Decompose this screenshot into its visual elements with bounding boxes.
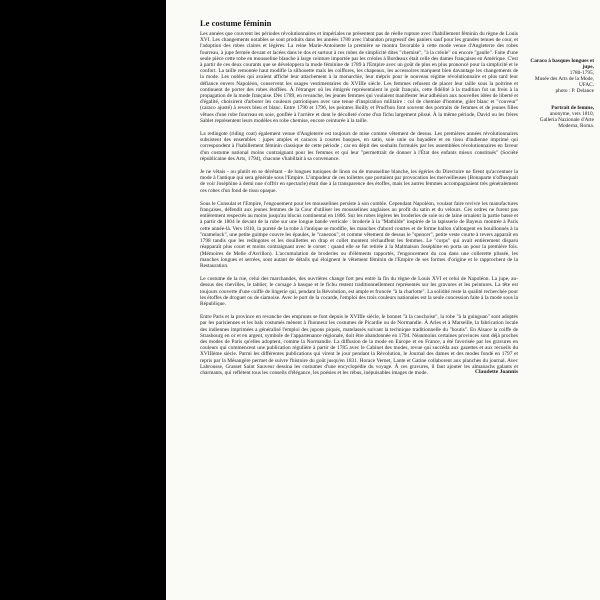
figure-caption — [524, 58, 594, 95]
caption-line: photo : P. Delance — [555, 88, 594, 95]
article-paragraph: Les années que couvrent les périodes révolutionnaires et impériales ne présentent pas de réelle rupture avec l'habillement féminin du règne de Louis XVI. Les changements notables se sont produits dans les années 1780 avec l'abandon progressif des paniers sauf pour les grandes tenues de cour, et l'adoption des robes claires et légères. La reine Marie-Antoinette la première se montra favorable à cette mode venue d'Angleterre des robes fourreau, à jupe fermée devant et lacées dans le dos et surtout à ces robes de simplicité dites "chemise", "à la créole" ou encore "gaulle". Faite d'une seule pièce cette robe en mousseline blanche à large ceinture importée par les créoles à Bordeaux était celle des dames françaises en Amérique. C'est à partir de ces deux courants que se développera la mode féminine de 1789 à l'Empire avec un goût de plus en plus prononcé pour la simplicité et le confort. La taille remontée haut modifie la silhouette mais les coiffures, les chapeaux, les accessoires marquent bien davantage les changements de la mode. Les nobles qui avaient affiché leur attachement à la monarchie, leur mépris pour le nouveau régime révolutionnaire et plus tard leur défiance envers Napoléon, conservent les usages vestimentaires du XVIIIe siècle. Les femmes refusent de placer leur taille sous la poitrine et continuent de porter des robes étoffées. À l'étranger où les émigrés représentaient le goût français, cette fidélité à la tradition fut un frein à la propagation de la mode française. Dès 1789, en revanche, les jeunes femmes qui voulaient manifester leur adhésion aux nouvelles idées de liberté et d'égalité, choisirent d'arborer les couleurs patriotiques avec une tenue d'inspiration militaire : col de chemise d'homme, gilet blanc et "couveur" (caraco ajusté) à revers bleu et blanc. Entre 1790 et 1796, les peintres Boilly et Prud'hon font souvent des portraits de femmes et de jeunes filles vêtues d'une robe fourreau en soie, gonflée à l'arrière et dont le décolleté s'orne d'un fichu largement plissé. À la même période, David ou les frères Sablet représentent leurs modèles en robe chemise, encore ceinturée à la taille. — [200, 31, 518, 124]
article-paragraph: La redingote (riding coat) également venue d'Angleterre est toujours de mise comme vêtement de dessus. Les premières années révolutionnaires subsistent des ensembles : jupes amples et caracos à courtes basques, en satin, soie unie ou bayadère et en tissu d'indienne imprimé qui correspondent à l'habillement féminin classique de cette période ; car en dépit des souhaits formulés par les assemblées révolutionnaires en faveur d'un costume national moins contraignant pour les femmes et qui leur "permettrait de donner à l'État des enfants mieux constitués" (Société républicaine des Arts, 1794), chacune s'habillait à sa convenance. — [200, 131, 518, 162]
author-signature: Claudette Joannis — [474, 369, 518, 376]
caption-line: 1780-1795, — [569, 70, 594, 77]
caption-line: Galleria Nazionale d'Arte Moderna, Roma. — [539, 116, 594, 129]
caption-title: Caraco à basques longues et jupe, — [530, 58, 594, 71]
article-paragraph: Sous le Consulat et l'Empire, l'engouement pour les mousselines persiste à son comble. Cependant Napoléon, voulant faire revivre les manufactures françaises, défendit aux jeunes femmes de la Cour d'utiliser les mousselines anglaises au profit du satin et du velours. Ces ordres ne furent pas entièrement respectés au moins jusqu'au blocus continental en 1806. Sur les robes légères les broderies de soie ou de laine ornaient la partie basse et à partir de 1804 le devant de la robe sur une longue bande verticale : broderie à la "Mathilde" inspirée de la tapisserie de Bayeux montrée à Paris cette année-là. Vers 1810, la pureté de la robe à l'antique se modifie, les manches d'abord courtes et de forme ballon s'allongent en bouillonnés à la "mameluck", une petite guimpe couvre les épaules, le "canezou", et comme vêtement de dessus le "spencer", petite veste courte à revers apparaît en 1798 tandis que les redingotes et les douillettes en drap et collet montent réchauffent les femmes. Le "corps" qui avait entièrement disparu réapparaît plus court et moins contraignant avec le corset : quand elle se fut retirée à la Malmaison Joséphine en porta un pour la première fois. (Mémoires de Melle d'Avrillon). L'accumulation de broderies ou d'éléments rapportés, l'engoncement du cou dans une collerette plissée, les manches longues et serrées, sont autant de détails qui éloignent le vêtement féminin de l'Empire de ses formes d'origine et le rapprochent de la Restauration. — [200, 200, 518, 269]
article-paragraph: Le costume de la rue, celui des marchandes, des ouvrières change fort peu entre la fin du règne de Louis XVI et celui de Napoléon. La jupe, au-dessus des chevilles, le tablier, le corsage à basque et le fichu restent traditionnellement représentés sur les gravures et les peintures. La tête est toujours couverte d'une coiffe de lingerie qui, pendant la Révolution, est ample et froncée "à la charlotte". La solidité reste la qualité recherchée pour les étoffes de droguet ou de siamoise. Avec le port de la cocarde, l'emploi des trois couleurs nationales est la seule concession faite à la mode sous la République. — [200, 276, 519, 307]
article-paragraph: Entre Paris et la province en revanche des emprunts se font depuis le XVIIIe siècle, le bonnet "à la cauchoise", la robe "à la guinguan" sont adoptés par les parisiennes et les bals costumés mènent à l'honneur les costumes de Picardie ou de Normandie. À Arles et à Marseille, la fabrication locale des indiennes imprimées a généralisé l'emploi des jupons piqués, matelassés suivant la technique traditionnelle du "boutis". En Alsace la coiffe de Strasbourg en or et en argent, symbole de l'appartenance régionale, doit être abandonnée en 1794. Néanmoins certaines provinces sont déjà proches des modes de Paris qu'elles adoptent, comme la Normandie. La diffusion de la mode en Europe et en France, a été favorisée par les gravures en couleurs qui commencent une publication régulière à partir de 1785 avec le Cabinet des modes, revue qui succéda aux gazettes et aux recueils du XVIIIème siècle. Parmi les différentes publications qui virent le jour pendant la Révolution, le Journal des dames et des modes fondé en 1797 et repris par la Mésangère permet de suivre l'histoire du goût jusqu'en 1831. Horace Vernet, Lante et Gatine collaborent aux planches du journal. Avec Labrousse, Grasset Saint Sauveur dessina les costumes d'une encyclopédie du voyage. À ces gravures, il faut ajouter les almanachs galants et charmants, qui reflètent tous les conseils d'élégance, les poésies et les rébus, inépuisables images de mode. — [200, 314, 518, 376]
caption-column — [524, 58, 594, 139]
figure-caption — [524, 105, 594, 129]
caption-title: Portrait de femme, — [551, 104, 594, 111]
article-title: Le costume féminin — [200, 18, 272, 28]
caption-line: anonyme, vers 1810, — [549, 110, 594, 117]
caption-line: Musée des Arts de la Mode, UFAC. — [534, 76, 594, 89]
document-page — [166, 0, 600, 600]
article-paragraph: Je ne vêtais - ou plutôt en se dévêtant - de longues tuniques de linon ou de mousseline blanche, les égéries du Directoire ne firent qu'accentuer la mode à l'antique qui sera générale sous l'Empire. L'impudeur de ces toilettes que portaient par provocation les merveilleuses (Bonaparte n'offusquait de voir Joséphine à demi nue s'offrir en spectacle) était due à la transparence des étoffes, mais les autres femmes accompagnaient très généralement ces robes d'un fond de tissu opaque. — [200, 169, 518, 194]
article-column — [200, 18, 518, 375]
